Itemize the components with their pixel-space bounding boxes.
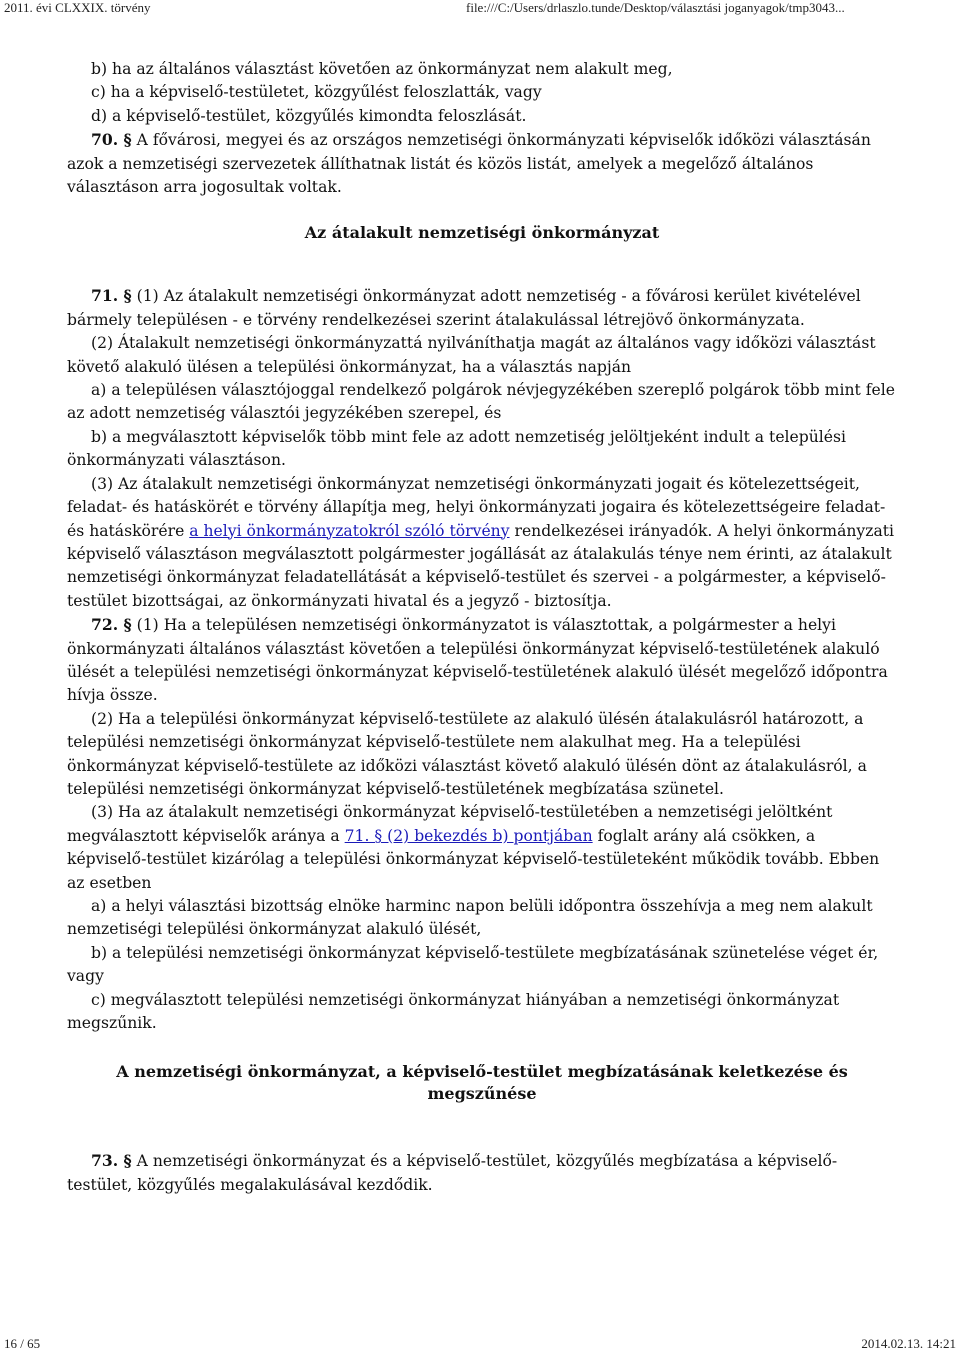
file-url: file:///C:/Users/drlaszlo.tunde/Desktop/választási joganyagok/tmp3043... <box>466 0 845 15</box>
section-heading: Az átalakult nemzetiségi önkormányzat <box>304 223 660 243</box>
list-item: b) ha az általános választást követően az önkormányzat nem alakult meg, <box>91 60 673 78</box>
document-body <box>67 58 897 1197</box>
text: (3) Ha az átalakult nemzetiségi önkormányzat képviselő-testületében a nemzetiségi jelöltként megválasztott képviselők aránya a <box>67 803 833 845</box>
law-reference-link[interactable]: a helyi önkormányzatokról szóló törvény <box>189 521 510 540</box>
browser-print-header <box>0 0 960 20</box>
section-reference-link[interactable]: 71. § (2) bekezdés b) pontjában <box>344 826 593 845</box>
section-70 <box>67 128 897 199</box>
section-text: (1) Ha a településen nemzetiségi önkormányzatot is választottak, a polgármester a helyi önkormányzati általános választást követően a települési önkormányzat képviselő-testületének alakuló ülését a települési nemzetiségi önkormányzat képviselő-testületének alakuló ülését megelőző időpontra hívja össze. <box>67 616 888 705</box>
text: rendelkezései irányadók. A helyi önkormányzati képviselő választáson megválasztott polgármester jogállását az átalakulás ténye nem érinti, az átalakult nemzetiségi önkormányzat feladatellátását a képviselő-testület és szervei - a polgármester, a képviselő-testület bizottságai, az önkormányzati hivatal és a jegyző - biztosítja. <box>67 521 894 610</box>
list-item: b) a települési nemzetiségi önkormányzat képviselő-testülete megbízatásának szünetelése véget ér, vagy <box>67 943 879 986</box>
list-item: a) a településen választójoggal rendelkező polgárok névjegyzékében szereplő polgárok több mint fele az adott nemzetiség választói jegyzékében szerepel, és <box>67 381 895 423</box>
section-number: 72. § <box>91 615 132 635</box>
section-73 <box>67 1149 897 1197</box>
print-datetime: 2014.02.13. 14:21 <box>861 1336 956 1351</box>
text: (3) Az átalakult nemzetiségi önkormányzat nemzetiségi önkormányzati jogait és kötelezettségeit, feladat- és hatáskörét e törvény állapítja meg, helyi önkormányzati jogaira és kötelezettségeire feladat- és hatáskörére <box>67 474 886 540</box>
section-heading: A nemzetiségi önkormányzat, a képviselő-testület megbízatásának keletkezése és megszűnése <box>116 1062 848 1104</box>
paragraph <box>67 801 897 895</box>
paragraph <box>67 473 897 613</box>
document-title: 2011. évi CLXXIX. törvény <box>4 0 151 15</box>
section-text: A nemzetiségi önkormányzat és a képviselő-testület, közgyűlés megbízatása a képviselő-testület, közgyűlés megalakulásával kezdődik. <box>67 1152 838 1194</box>
paragraph: (2) Ha a települési önkormányzat képviselő-testülete az alakuló ülésén átalakulásról határozott, a települési nemzetiségi önkormányzat képviselő-testülete nem alakulhat meg. Ha a települési önkormányzat képviselő-testülete az időközi választást követő alakuló ülésén dönt az átalakulásról, a települési nemzetiségi önkormányzat képviselő-testületének megbízatása szünetel. <box>67 709 867 798</box>
section-72 <box>67 613 897 708</box>
page-counter: 16 / 65 <box>4 1336 41 1351</box>
list-item: c) ha a képviselő-testületet, közgyűlést feloszlatták, vagy <box>91 83 542 102</box>
list-item: b) a megválasztott képviselők több mint fele az adott nemzetiség jelöltjeként indult a települési önkormányzati választáson. <box>67 427 846 470</box>
paragraph: (2) Átalakult nemzetiségi önkormányzattá nyilváníthatja magát az általános vagy időközi választást követő alakuló ülésen a települési önkormányzat, ha a választás napján <box>67 334 876 376</box>
section-text: (1) Az átalakult nemzetiségi önkormányzat adott nemzetiség - a fővárosi kerület kivételével bármely településen - e törvény rendelkezései szerint átalakulással létrejövő önkormányzata. <box>67 287 861 329</box>
list-item: c) megválasztott települési nemzetiségi önkormányzat hiányában a nemzetiségi önkormányzat megszűnik. <box>67 990 840 1033</box>
text: foglalt arány alá csökken, a képviselő-testület kizárólag a települési önkormányzat képviselő-testületeként működik tovább. Ebben az esetben <box>67 826 880 892</box>
list-item: a) a helyi választási bizottság elnöke harminc napon belüli időpontra összehívja a meg nem alakult nemzetiségi települési önkormányzat alakuló ülését, <box>67 897 873 939</box>
section-71 <box>67 284 897 332</box>
list-item: d) a képviselő-testület, közgyűlés kimondta feloszlását. <box>91 106 527 125</box>
section-number: 70. § <box>91 130 132 150</box>
section-number: 73. § <box>91 1151 132 1171</box>
section-number: 71. § <box>91 286 132 306</box>
section-text: A fővárosi, megyei és az országos nemzetiségi önkormányzati képviselők időközi választásán azok a nemzetiségi szervezetek állíthatnak listát és közös listát, amelyek a megelőző általános választáson arra jogosultak voltak. <box>67 131 871 197</box>
browser-print-footer <box>0 1336 960 1356</box>
